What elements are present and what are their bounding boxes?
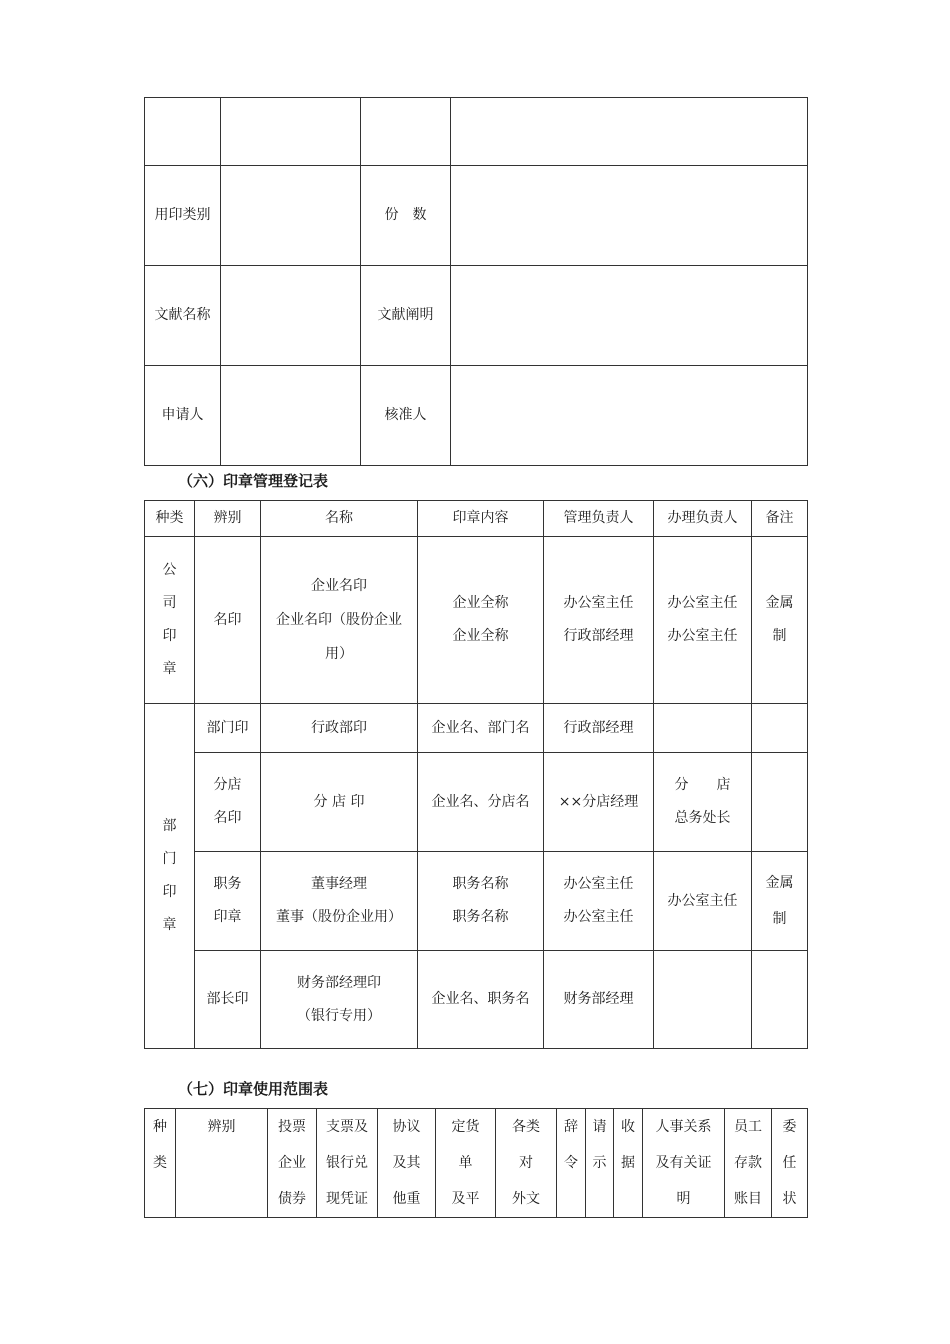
usage-header-line: 委: [782, 1119, 797, 1135]
minister-seal-manager: 财务部经理: [544, 951, 654, 1049]
minister-seal-note: [752, 951, 808, 1049]
use-type-label: 用印类别: [145, 166, 221, 266]
header-kind: 辨别: [195, 501, 261, 537]
usage-header-line: 协议: [392, 1119, 421, 1135]
usage-header-cell: [145, 1109, 176, 1218]
position-seal-content: 职务名称 职务名称: [418, 852, 544, 951]
usage-header-cell: [496, 1109, 557, 1218]
usage-header-line: 定货: [451, 1119, 480, 1135]
dept-seal-handler: [654, 704, 752, 753]
usage-header-line: 及平: [451, 1191, 480, 1207]
section6-title: （六）印章管理登记表: [178, 472, 329, 490]
usage-header-line: 及其: [392, 1155, 421, 1171]
usage-header-line: 明: [676, 1191, 691, 1207]
usage-header-cell: [268, 1109, 317, 1218]
doc-desc-value[interactable]: [451, 266, 808, 366]
usage-header-cell: [557, 1109, 586, 1218]
usage-header-line: 现凭证: [326, 1191, 368, 1207]
blank-cell: [451, 98, 808, 166]
applicant-label: 申请人: [145, 366, 221, 466]
company-seal-names: 企业名印 企业名印（股份企业 用）: [261, 537, 418, 704]
usage-header-cell: [436, 1109, 496, 1218]
dept-seal-content: 企业名、部门名: [418, 704, 544, 753]
dept-seal-kind: 部门印: [195, 704, 261, 753]
dept-seal-category: 部 门 印 章: [145, 704, 195, 1049]
usage-header-line: 收: [621, 1119, 635, 1135]
blank-cell: [145, 98, 221, 166]
table-row: [145, 753, 808, 852]
usage-header-line: 及有关证: [655, 1155, 712, 1171]
usage-header-line: 任: [782, 1155, 797, 1171]
seal-register-table: [144, 500, 808, 1049]
usage-header-line: 种: [153, 1119, 167, 1135]
table-row: [145, 537, 808, 704]
dept-seal-note: [752, 704, 808, 753]
dept-seal-manager: 行政部经理: [544, 704, 654, 753]
minister-seal-kind: 部长印: [195, 951, 261, 1049]
usage-header-line: 员工: [734, 1119, 762, 1135]
usage-header-line: 示: [592, 1155, 607, 1171]
usage-header-line: 辞: [564, 1119, 578, 1135]
approver-value[interactable]: [451, 366, 808, 466]
applicant-value[interactable]: [221, 366, 361, 466]
usage-header-cell: [378, 1109, 436, 1218]
branch-seal-name: 分 店 印: [261, 753, 418, 852]
usage-header-cell: [317, 1109, 378, 1218]
table-row: [145, 704, 808, 753]
usage-header-line: 企业: [278, 1155, 306, 1171]
position-seal-note: 金属 制: [752, 852, 808, 951]
branch-seal-manager: ××分店经理: [544, 753, 654, 852]
seal-usage-table: [144, 1108, 808, 1218]
usage-header-line: 状: [782, 1191, 797, 1207]
header-content: 印章内容: [418, 501, 544, 537]
position-seal-name: 董事经理 董事（股份企业用）: [261, 852, 418, 951]
form-row-applicant: [145, 366, 808, 466]
blank-cell: [221, 98, 361, 166]
header-name: 名称: [261, 501, 418, 537]
table-header-row: [145, 501, 808, 537]
use-type-value[interactable]: [221, 166, 361, 266]
usage-header-line: 辨别: [207, 1119, 236, 1135]
table-header-row: [145, 1109, 808, 1218]
count-value[interactable]: [451, 166, 808, 266]
table-row: [145, 951, 808, 1049]
usage-header-line: 支票及: [326, 1119, 368, 1135]
usage-header-line: 外文: [512, 1191, 540, 1207]
usage-header-line: 银行兑: [326, 1155, 368, 1171]
usage-header-line: 请: [592, 1119, 607, 1135]
branch-seal-kind: 分店 名印: [195, 753, 261, 852]
usage-header-line: 存款: [734, 1155, 762, 1171]
form-row-doc-name: [145, 266, 808, 366]
application-form-table: [144, 97, 808, 466]
header-handler: 办理负责人: [654, 501, 752, 537]
usage-header-line: 对: [519, 1155, 533, 1171]
company-seal-kind: 名印: [195, 537, 261, 704]
usage-header-line: 投票: [278, 1119, 306, 1135]
minister-seal-name: 财务部经理印 （银行专用）: [261, 951, 418, 1049]
company-seal-note: 金属 制: [752, 537, 808, 704]
usage-header-line: 类: [153, 1155, 167, 1171]
section7-title: （七）印章使用范围表: [178, 1080, 329, 1098]
usage-header-cell: [643, 1109, 725, 1218]
form-row-use-type: [145, 166, 808, 266]
usage-header-line: 据: [621, 1155, 635, 1171]
company-seal-manager: 办公室主任 行政部经理: [544, 537, 654, 704]
count-label: 份 数: [361, 166, 451, 266]
table-row: [145, 852, 808, 951]
form-blank-row: [145, 98, 808, 166]
approver-label: 核准人: [361, 366, 451, 466]
header-category: 种类: [145, 501, 195, 537]
usage-header-line: 债券: [278, 1191, 306, 1207]
company-seal-category: 公 司 印 章: [145, 537, 195, 704]
position-seal-handler: 办公室主任: [654, 852, 752, 951]
header-manager: 管理负责人: [544, 501, 654, 537]
usage-header-cell: [772, 1109, 808, 1218]
usage-header-cell: [614, 1109, 643, 1218]
minister-seal-handler: [654, 951, 752, 1049]
minister-seal-content: 企业名、职务名: [418, 951, 544, 1049]
usage-header-line: 账目: [734, 1191, 762, 1207]
usage-header-cell: [725, 1109, 772, 1218]
usage-header-cell: [586, 1109, 614, 1218]
usage-header-cell: [176, 1109, 268, 1218]
branch-seal-note: [752, 753, 808, 852]
branch-seal-handler: 分 店 总务处长: [654, 753, 752, 852]
position-seal-kind: 职务 印章: [195, 852, 261, 951]
header-note: 备注: [752, 501, 808, 537]
usage-header-line: 单: [458, 1155, 473, 1171]
usage-header-line: 令: [564, 1155, 578, 1171]
usage-header-line: 人事关系: [655, 1119, 712, 1135]
usage-header-line: 各类: [512, 1119, 540, 1135]
position-seal-manager: 办公室主任 办公室主任: [544, 852, 654, 951]
company-seal-handler: 办公室主任 办公室主任: [654, 537, 752, 704]
blank-cell: [361, 98, 451, 166]
company-seal-content: 企业全称 企业全称: [418, 537, 544, 704]
doc-name-value[interactable]: [221, 266, 361, 366]
usage-header-line: 他重: [392, 1191, 421, 1207]
doc-desc-label: 文献阐明: [361, 266, 451, 366]
doc-name-label: 文献名称: [145, 266, 221, 366]
branch-seal-content: 企业名、分店名: [418, 753, 544, 852]
dept-seal-name: 行政部印: [261, 704, 418, 753]
